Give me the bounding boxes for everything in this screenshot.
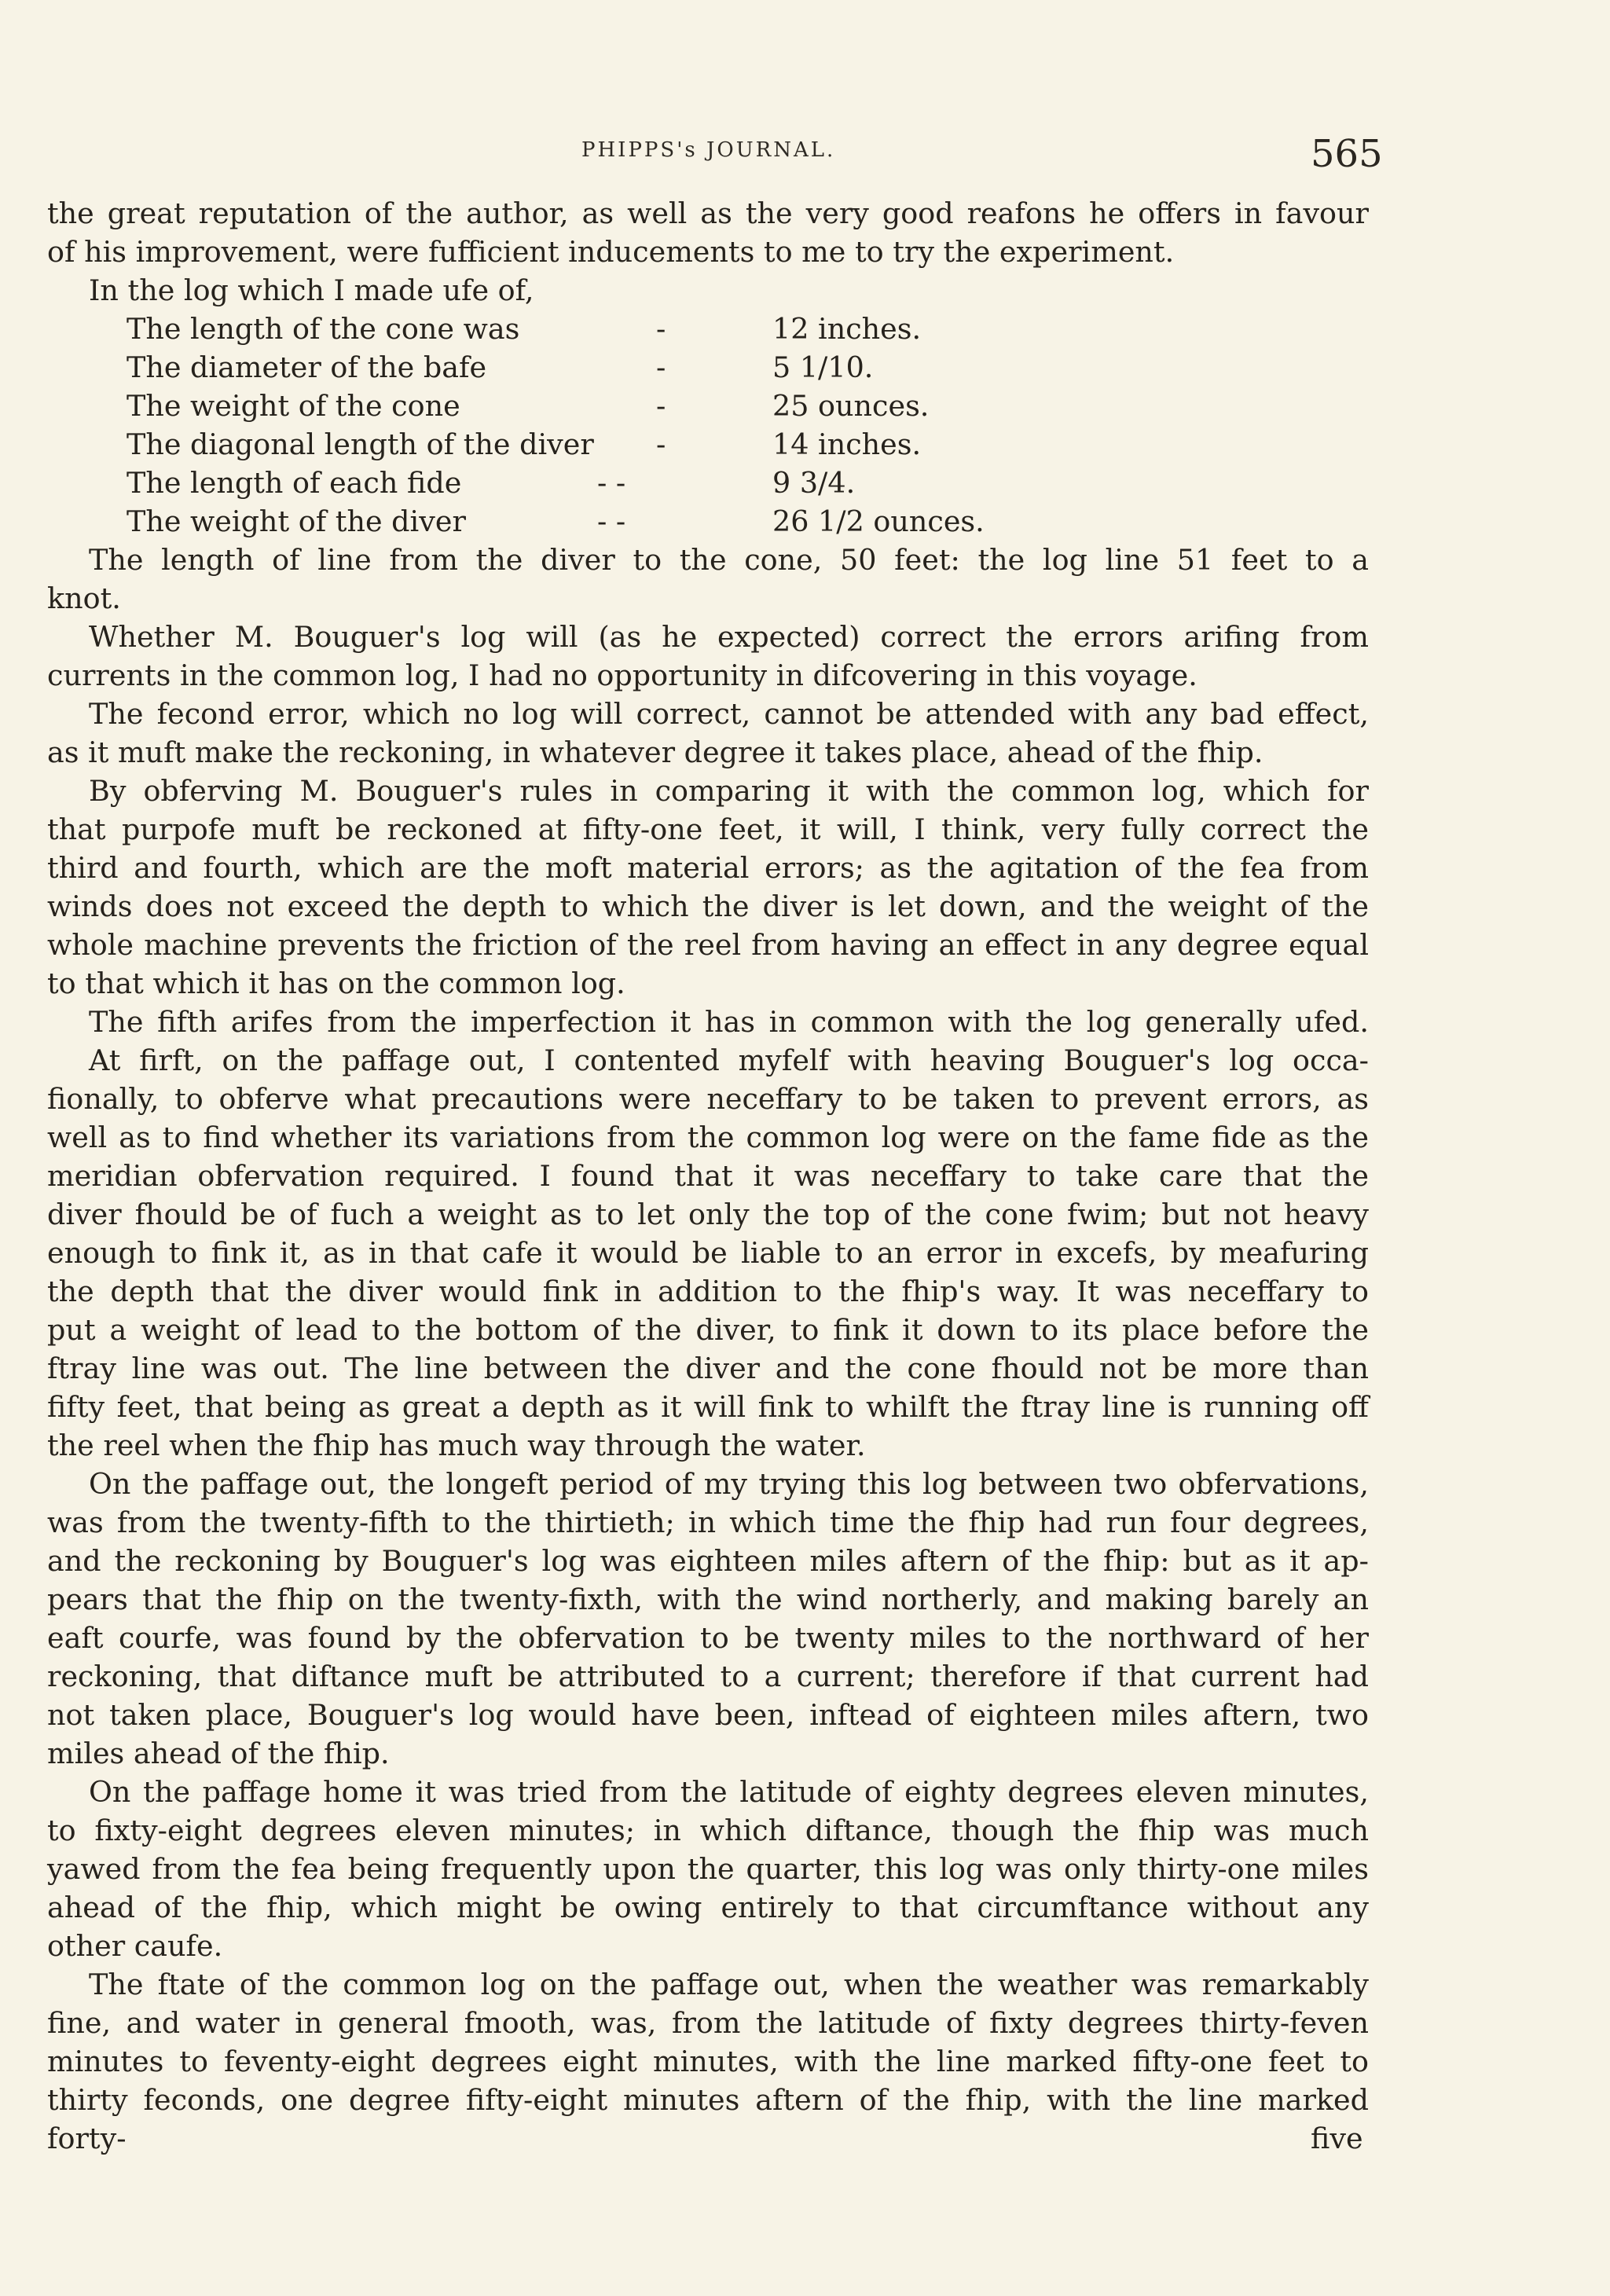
text-line: put a weight of lead to the bottom of the diver, to fink it down to its place before the — [47, 1313, 1369, 1347]
text-line: well as to find whether its variations from the common log were on the fame fide as the — [47, 1120, 1369, 1154]
dimension-row — [47, 425, 1369, 464]
text-line: miles ahead of the fhip. — [47, 1737, 390, 1770]
dimension-dashes: - - — [597, 466, 626, 500]
text-line: whole machine prevents the friction of the reel from having an effect in any degree equal — [47, 928, 1369, 962]
paragraph — [47, 1465, 1369, 1773]
text-line: fifty feet, that being as great a depth as it will fink to whilft the ftray line is running off — [47, 1390, 1369, 1424]
text-line: ftray line was out. The line between the diver and the cone fhould not be more than — [47, 1352, 1369, 1385]
dimension-dashes: - - — [597, 504, 626, 538]
paragraph — [47, 1003, 1369, 1041]
text-line: At firft, on the paffage out, I contented myfelf with heaving Bouguer's log occa- — [89, 1043, 1369, 1077]
paragraph — [47, 695, 1369, 772]
text-line: The fecond error, which no log will correct, cannot be attended with any bad effect, — [89, 697, 1369, 731]
log-intro: In the log which I made ufe of, — [89, 273, 534, 307]
page-header — [0, 132, 1610, 179]
dimension-label: The weight of the diver — [127, 504, 466, 538]
paragraph — [47, 1041, 1369, 1465]
dimension-value: 9 3/4. — [772, 466, 856, 500]
dimension-label: The length of the cone was — [127, 312, 520, 346]
text-line: was from the twenty-fifth to the thirtieth; in which time the fhip had run four degrees, — [47, 1506, 1369, 1539]
dimension-label: The diameter of the bafe — [127, 350, 487, 384]
dimension-row — [47, 387, 1369, 425]
text-line: not taken place, Bouguer's log would have been, inftead of eighteen miles aftern, two — [47, 1698, 1369, 1732]
text-line: other caufe. — [47, 1929, 223, 1963]
text-line: knot. — [47, 581, 121, 615]
text-line: pears that the fhip on the twenty-fixth, with the wind northerly, and making barely an — [47, 1583, 1369, 1616]
text-line: of his improvement, were fufficient inducements to me to try the experiment. — [47, 235, 1175, 269]
dimension-row — [47, 310, 1369, 348]
text-line: ahead of the fhip, which might be owing entirely to that circumftance without any — [47, 1891, 1369, 1924]
catchword: five — [1311, 2122, 1363, 2155]
dimension-value: 26 1/2 ounces. — [772, 504, 985, 538]
text-line: fine, and water in general fmooth, was, from the latitude of fixty degrees thirty-feven — [47, 2006, 1369, 2040]
text-line: The fifth arifes from the imperfection it has in common with the log generally ufed. — [89, 1005, 1369, 1039]
text-line: enough to fink it, as in that cafe it would be liable to an error in excefs, by meafuring — [47, 1236, 1369, 1270]
text-line: By obferving M. Bouguer's rules in comparing it with the common log, which for — [89, 774, 1369, 808]
text-line: On the paffage home it was tried from the latitude of eighty degrees eleven minutes, — [89, 1775, 1369, 1809]
dimension-row — [47, 502, 1369, 541]
dimension-value: 12 inches. — [772, 312, 922, 346]
text-line: that purpofe muft be reckoned at fifty-one feet, it will, I think, very fully correct the — [47, 812, 1369, 846]
text-line: the great reputation of the author, as well as the very good reafons he offers in favour — [47, 196, 1369, 230]
paragraph — [47, 772, 1369, 1003]
dimension-value: 5 1/10. — [772, 350, 874, 384]
paragraph — [47, 618, 1369, 695]
dimension-value: 25 ounces. — [772, 389, 930, 423]
dimension-label: The diagonal length of the diver — [127, 427, 594, 461]
text-line: On the paffage out, the longeft period of my trying this log between two obfervations, — [89, 1467, 1369, 1501]
running-title: PHIPPS's JOURNAL. — [581, 138, 836, 162]
text-line: and the reckoning by Bouguer's log was eighteen miles aftern of the fhip: but as it ap- — [47, 1544, 1369, 1578]
text-line: third and fourth, which are the moft material errors; as the agitation of the fea from — [47, 851, 1369, 885]
text-line: the reel when the fhip has much way through the water. — [47, 1429, 866, 1462]
text-line: winds does not exceed the depth to which the diver is let down, and the weight of the — [47, 889, 1369, 923]
text-line: currents in the common log, I had no opportunity in difcovering in this voyage. — [47, 658, 1197, 692]
text-line: reckoning, that diftance muft be attributed to a current; therefore if that current had — [47, 1660, 1369, 1693]
paragraph — [47, 1773, 1369, 1965]
text-line: the depth that the diver would fink in addition to the fhip's way. It was neceffary to — [47, 1275, 1369, 1308]
dimension-dashes: - — [656, 427, 666, 461]
dimension-label: The length of each fide — [127, 466, 462, 500]
text-line: Whether M. Bouguer's log will (as he expected) correct the errors arifing from — [89, 620, 1369, 654]
text-line: diver fhould be of fuch a weight as to let only the top of the cone fwim; but not heavy — [47, 1198, 1369, 1231]
text-line: eaft courfe, was found by the obfervation to be twenty miles to the northward of her — [47, 1621, 1369, 1655]
text-line: fionally, to obferve what precautions were neceffary to be taken to prevent errors, as — [47, 1082, 1369, 1116]
text-line: to fixty-eight degrees eleven minutes; in which diftance, though the fhip was much — [47, 1814, 1369, 1847]
text-line: minutes to feventy-eight degrees eight minutes, with the line marked fifty-one feet to — [47, 2045, 1369, 2078]
text-line: thirty feconds, one degree fifty-eight minutes aftern of the fhip, with the line marked forty- — [47, 2083, 1369, 2155]
dimension-row — [47, 464, 1369, 502]
text-line: as it muft make the reckoning, in whatever degree it takes place, ahead of the fhip. — [47, 735, 1263, 769]
dimension-label: The weight of the cone — [127, 389, 460, 423]
dimension-dashes: - — [656, 350, 666, 384]
page-number: 565 — [1311, 132, 1383, 176]
dimension-dashes: - — [656, 389, 666, 423]
text-line: to that which it has on the common log. — [47, 966, 625, 1000]
text-line: meridian obfervation required. I found that it was neceffary to take care that the — [47, 1159, 1369, 1193]
text-line: yawed from the fea being frequently upon the quarter, this log was only thirty-one miles — [47, 1852, 1369, 1886]
dimension-value: 14 inches. — [772, 427, 922, 461]
log-dimensions-table — [47, 310, 1369, 541]
dimension-row — [47, 348, 1369, 387]
text-line: The ftate of the common log on the paffage out, when the weather was remarkably — [89, 1968, 1369, 2001]
dimension-dashes: - — [656, 312, 666, 346]
text-line: The length of line from the diver to the cone, 50 feet: the log line 51 feet to a — [89, 543, 1369, 577]
